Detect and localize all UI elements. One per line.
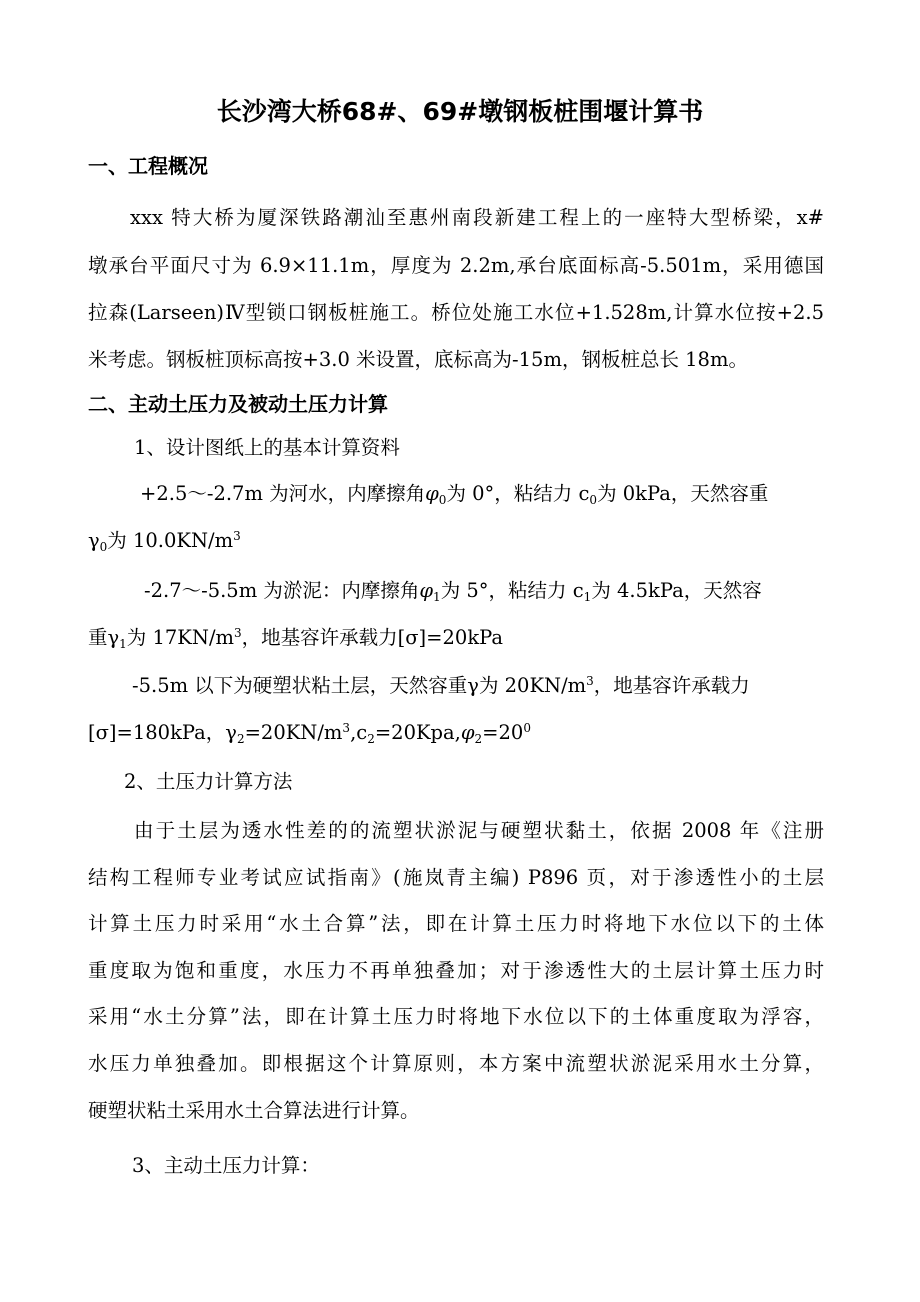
document-title: 长沙湾大桥68#、69#墩钢板桩围堰计算书 (216, 97, 704, 126)
paragraph-line: 采用“水土分算”法，即在计算土压力时将地下水位以下的土体重度取为浮容， (88, 1005, 824, 1028)
paragraph-line: 由于土层为透水性差的的流塑状淤泥与硬塑状黏土，依据 2008 年《注册 (134, 819, 824, 842)
subsection-heading: 3、主动土压力计算： (132, 1154, 320, 1177)
data-line: +2.5～-2.7m 为河水，内摩擦角$\varphi_0$为 0°，粘结力 $c_0$为 0kPa，天然容重 (140, 482, 769, 507)
data-line: -5.5m 以下为硬塑状粘土层，天然容重γ为 $20KN/m^3$，地基容许承载力 (132, 674, 750, 697)
paragraph-line: 墩承台平面尺寸为 6.9×11.1m，厚度为 2.2m,承台底面标高-5.501m，采用德国 (88, 254, 824, 277)
data-line: 重$\gamma_1$为 $17KN/m^3$，地基容许承载力[σ]=20kPa (88, 626, 504, 651)
paragraph-line: 硬塑状粘土采用水土合算法进行计算。 (88, 1099, 420, 1122)
section-heading-earth-pressure: 二、主动土压力及被动土压力计算 (88, 392, 388, 416)
data-line: -2.7～-5.5m 为淤泥：内摩擦角$\varphi_1$为 5°，粘结力 $c_1$为 4.5kPa，天然容 (144, 579, 762, 604)
paragraph-line: 重度取为饱和重度，水压力不再单独叠加；对于渗透性大的土层计算土压力时 (88, 959, 824, 982)
subsection-heading: 1、设计图纸上的基本计算资料 (134, 436, 400, 459)
paragraph-line: 结构工程师专业考试应试指南》(施岚青主编) P896 页，对于渗透性小的土层 (88, 866, 824, 889)
paragraph-line: 米考虑。钢板桩顶标高按+3.0 米设置，底标高为-15m，钢板桩总长 18m。 (88, 348, 748, 371)
paragraph-line: xxx 特大桥为厦深铁路潮汕至惠州南段新建工程上的一座特大型桥梁，x# (130, 206, 824, 229)
data-line: [σ]=180kPa，$\gamma_2=20KN/m^3,c_2=20Kpa,\varphi_2=20^0$ (88, 721, 531, 746)
data-line: $\gamma_0$为 $10.0KN/m^3$ (88, 529, 241, 554)
paragraph-line: 水压力单独叠加。即根据这个计算原则，本方案中流塑状淤泥采用水土分算， (88, 1052, 824, 1075)
subsection-heading: 2、土压力计算方法 (124, 770, 293, 793)
section-heading-overview: 一、工程概况 (88, 154, 208, 178)
paragraph-line: 拉森(Larseen)Ⅳ型锁口钢板桩施工。桥位处施工水位+1.528m,计算水位按+2.5 (88, 301, 824, 324)
paragraph-line: 计算土压力时采用“水土合算”法，即在计算土压力时将地下水位以下的土体 (88, 912, 824, 935)
